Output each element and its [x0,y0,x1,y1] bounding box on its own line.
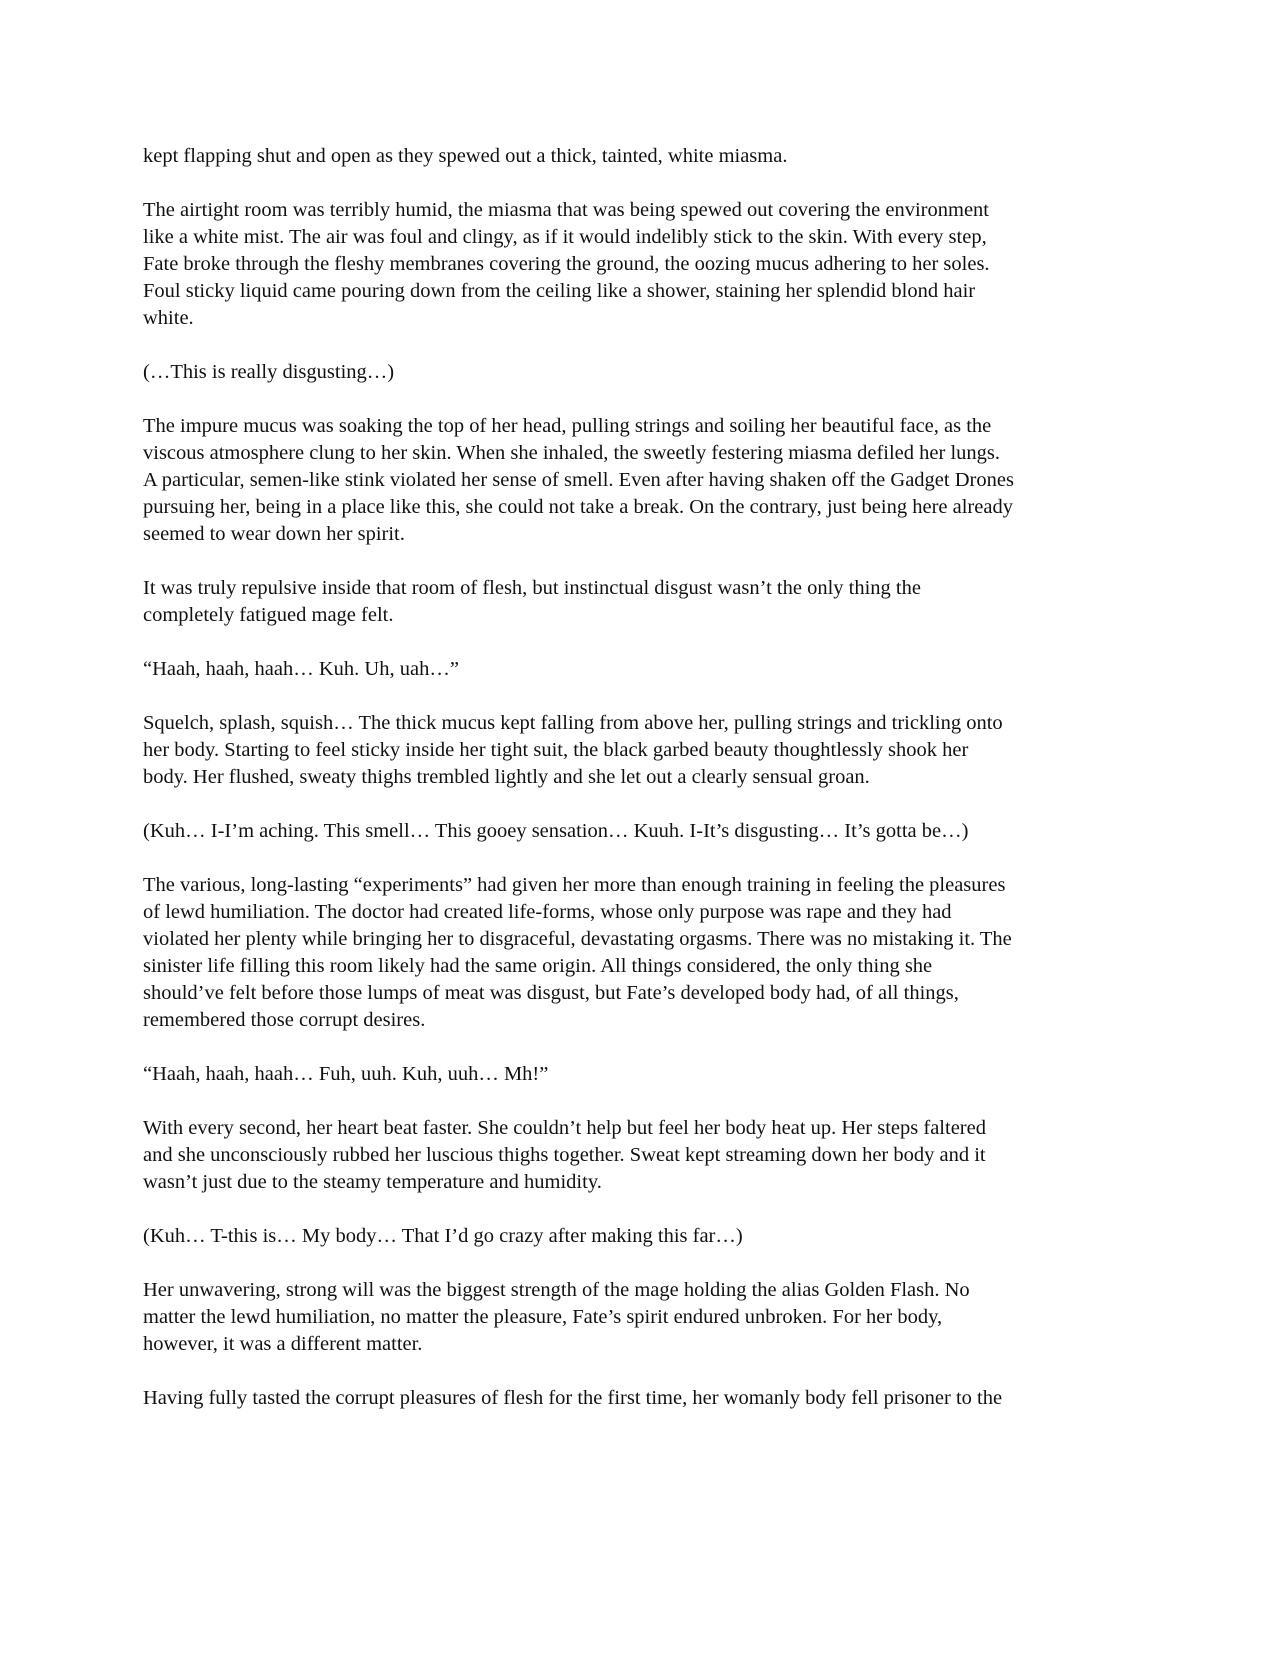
text-line: however, it was a different matter. [143,1333,423,1355]
paragraph [143,1277,1103,1358]
paragraph [143,1115,1103,1196]
text-line: Foul sticky liquid came pouring down from the ceiling like a shower, staining her splendid blond hair [143,280,976,302]
text-line: sinister life filling this room likely had the same origin. All things considered, the only thing she [143,955,933,977]
paragraph [143,413,1103,548]
paragraph [143,197,1103,332]
paragraph [143,818,1103,845]
text-line: (Kuh… I-I’m aching. This smell… This gooey sensation… Kuuh. I-It’s disgusting… It’s gotta be…) [143,820,969,842]
text-line: violated her plenty while bringing her to disgraceful, devastating orgasms. There was no mistaking it. The [143,928,1012,950]
text-line: should’ve felt before those lumps of meat was disgust, but Fate’s developed body had, of all things, [143,982,959,1004]
text-line: viscous atmosphere clung to her skin. When she inhaled, the sweetly festering miasma defiled her lungs. [143,442,1000,464]
text-line: her body. Starting to feel sticky inside her tight suit, the black garbed beauty thoughtlessly shook her [143,739,969,761]
text-line: Her unwavering, strong will was the biggest strength of the mage holding the alias Golden Flash. No [143,1279,970,1301]
text-line: It was truly repulsive inside that room of flesh, but instinctual disgust wasn’t the only thing the [143,577,921,599]
text-line: kept flapping shut and open as they spewed out a thick, tainted, white miasma. [143,145,788,167]
text-line: completely fatigued mage felt. [143,604,394,626]
text-line: pursuing her, being in a place like this, she could not take a break. On the contrary, just being here already [143,496,1013,518]
text-line: A particular, semen-like stink violated her sense of smell. Even after having shaken off the Gadget Drones [143,469,1014,491]
document-page [143,143,1103,1439]
text-line: Squelch, splash, squish… The thick mucus kept falling from above her, pulling strings and trickling onto [143,712,1003,734]
text-line: and she unconsciously rubbed her luscious thighs together. Sweat kept streaming down her body and it [143,1144,986,1166]
paragraph [143,143,1103,170]
text-line: like a white mist. The air was foul and clingy, as if it would indelibly stick to the skin. With every step, [143,226,987,248]
text-line: wasn’t just due to the steamy temperature and humidity. [143,1171,602,1193]
text-line: The airtight room was terribly humid, the miasma that was being spewed out covering the environment [143,199,989,221]
paragraph [143,1061,1103,1088]
text-line: Having fully tasted the corrupt pleasures of flesh for the first time, her womanly body fell prisoner to the [143,1387,1003,1409]
text-line: “Haah, haah, haah… Fuh, uuh. Kuh, uuh… Mh!” [143,1063,549,1085]
paragraph [143,1385,1103,1412]
text-line: seemed to wear down her spirit. [143,523,405,545]
text-line: remembered those corrupt desires. [143,1009,426,1031]
paragraph [143,872,1103,1034]
text-line: matter the lewd humiliation, no matter the pleasure, Fate’s spirit endured unbroken. For her body, [143,1306,943,1328]
text-line: body. Her flushed, sweaty thighs trembled lightly and she let out a clearly sensual groan. [143,766,870,788]
text-line: Fate broke through the fleshy membranes covering the ground, the oozing mucus adhering to her soles. [143,253,990,275]
paragraph [143,359,1103,386]
text-line: The impure mucus was soaking the top of her head, pulling strings and soiling her beautiful face, as the [143,415,992,437]
text-line: of lewd humiliation. The doctor had created life-forms, whose only purpose was rape and they had [143,901,952,923]
text-line: “Haah, haah, haah… Kuh. Uh, uah…” [143,658,459,680]
text-line: (Kuh… T-this is… My body… That I’d go crazy after making this far…) [143,1225,743,1247]
text-line: white. [143,307,194,329]
text-line: The various, long-lasting “experiments” had given her more than enough training in feeling the pleasures [143,874,1006,896]
paragraph [143,1223,1103,1250]
text-line: (…This is really disgusting…) [143,361,395,383]
paragraph [143,710,1103,791]
text-line: With every second, her heart beat faster. She couldn’t help but feel her body heat up. Her steps faltered [143,1117,986,1139]
paragraph [143,656,1103,683]
paragraph [143,575,1103,629]
